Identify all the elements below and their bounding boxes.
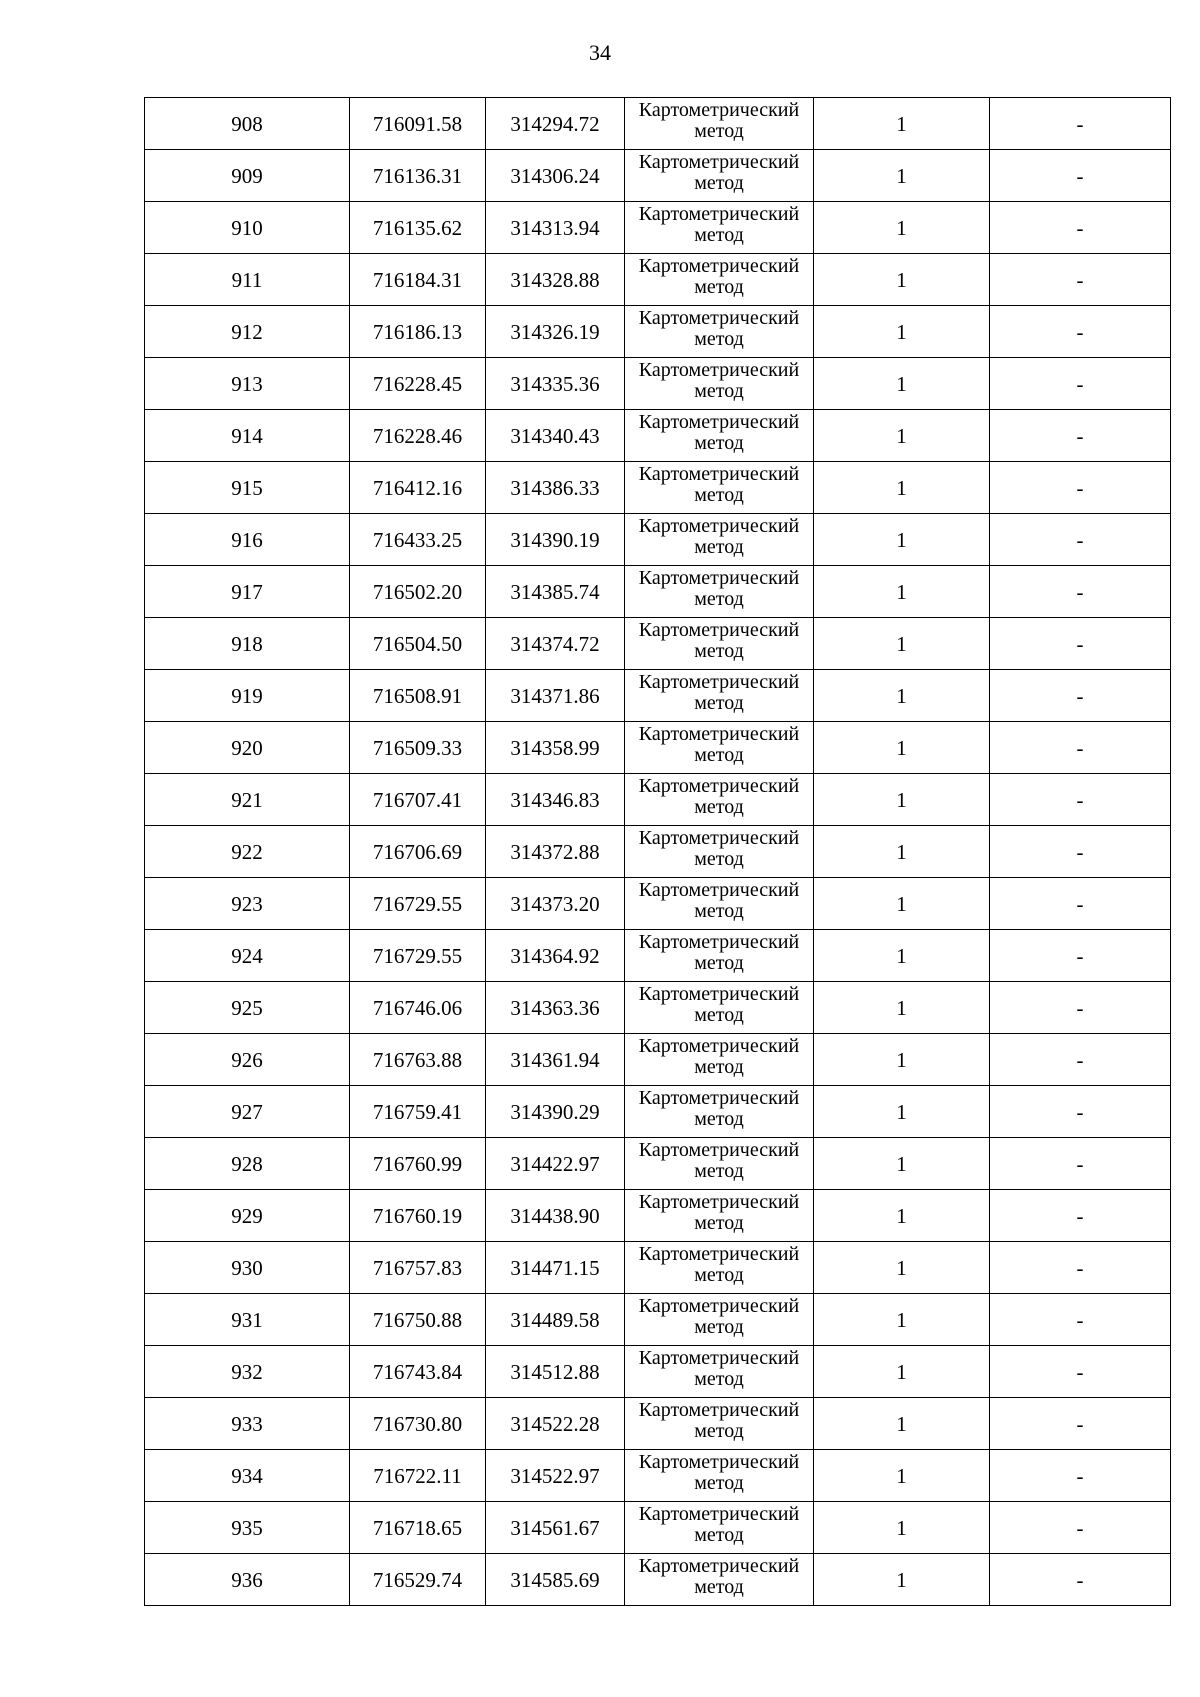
point-number-cell: 920 bbox=[145, 722, 350, 774]
method-cell: Картометрический метод bbox=[625, 826, 814, 878]
accuracy-cell: 1 bbox=[814, 358, 990, 410]
method-cell: Картометрический метод bbox=[625, 1086, 814, 1138]
table-row bbox=[145, 670, 1171, 722]
accuracy-cell: 1 bbox=[814, 1190, 990, 1242]
y-coordinate-cell: 314422.97 bbox=[486, 1138, 625, 1190]
accuracy-cell: 1 bbox=[814, 202, 990, 254]
description-cell: - bbox=[990, 98, 1171, 150]
table-row bbox=[145, 930, 1171, 982]
y-coordinate-cell: 314358.99 bbox=[486, 722, 625, 774]
x-coordinate-cell: 716136.31 bbox=[350, 150, 486, 202]
description-cell: - bbox=[990, 930, 1171, 982]
accuracy-cell: 1 bbox=[814, 1450, 990, 1502]
description-cell: - bbox=[990, 1034, 1171, 1086]
accuracy-cell: 1 bbox=[814, 982, 990, 1034]
y-coordinate-cell: 314373.20 bbox=[486, 878, 625, 930]
point-number-cell: 928 bbox=[145, 1138, 350, 1190]
point-number-cell: 934 bbox=[145, 1450, 350, 1502]
point-number-cell: 919 bbox=[145, 670, 350, 722]
method-cell: Картометрический метод bbox=[625, 1138, 814, 1190]
y-coordinate-cell: 314561.67 bbox=[486, 1502, 625, 1554]
accuracy-cell: 1 bbox=[814, 1034, 990, 1086]
coordinates-table-body bbox=[145, 98, 1171, 1606]
page-number: 34 bbox=[589, 40, 611, 65]
accuracy-cell: 1 bbox=[814, 98, 990, 150]
description-cell: - bbox=[990, 722, 1171, 774]
x-coordinate-cell: 716763.88 bbox=[350, 1034, 486, 1086]
method-cell: Картометрический метод bbox=[625, 462, 814, 514]
accuracy-cell: 1 bbox=[814, 1294, 990, 1346]
table-row bbox=[145, 514, 1171, 566]
coordinates-table bbox=[144, 97, 1171, 1606]
table-row bbox=[145, 98, 1171, 150]
y-coordinate-cell: 314522.97 bbox=[486, 1450, 625, 1502]
x-coordinate-cell: 716184.31 bbox=[350, 254, 486, 306]
y-coordinate-cell: 314306.24 bbox=[486, 150, 625, 202]
x-coordinate-cell: 716746.06 bbox=[350, 982, 486, 1034]
y-coordinate-cell: 314585.69 bbox=[486, 1554, 625, 1606]
point-number-cell: 924 bbox=[145, 930, 350, 982]
y-coordinate-cell: 314385.74 bbox=[486, 566, 625, 618]
accuracy-cell: 1 bbox=[814, 930, 990, 982]
method-cell: Картометрический метод bbox=[625, 306, 814, 358]
accuracy-cell: 1 bbox=[814, 1398, 990, 1450]
description-cell: - bbox=[990, 1294, 1171, 1346]
table-row bbox=[145, 254, 1171, 306]
accuracy-cell: 1 bbox=[814, 722, 990, 774]
x-coordinate-cell: 716186.13 bbox=[350, 306, 486, 358]
y-coordinate-cell: 314363.36 bbox=[486, 982, 625, 1034]
table-row bbox=[145, 618, 1171, 670]
table-row bbox=[145, 1346, 1171, 1398]
description-cell: - bbox=[990, 1502, 1171, 1554]
y-coordinate-cell: 314361.94 bbox=[486, 1034, 625, 1086]
accuracy-cell: 1 bbox=[814, 1086, 990, 1138]
table-row bbox=[145, 202, 1171, 254]
point-number-cell: 917 bbox=[145, 566, 350, 618]
point-number-cell: 923 bbox=[145, 878, 350, 930]
y-coordinate-cell: 314364.92 bbox=[486, 930, 625, 982]
accuracy-cell: 1 bbox=[814, 462, 990, 514]
x-coordinate-cell: 716135.62 bbox=[350, 202, 486, 254]
table-row bbox=[145, 1450, 1171, 1502]
table-row bbox=[145, 1242, 1171, 1294]
y-coordinate-cell: 314390.19 bbox=[486, 514, 625, 566]
point-number-cell: 916 bbox=[145, 514, 350, 566]
description-cell: - bbox=[990, 1450, 1171, 1502]
method-cell: Картометрический метод bbox=[625, 1294, 814, 1346]
x-coordinate-cell: 716509.33 bbox=[350, 722, 486, 774]
table-row bbox=[145, 1190, 1171, 1242]
description-cell: - bbox=[990, 982, 1171, 1034]
method-cell: Картометрический метод bbox=[625, 254, 814, 306]
point-number-cell: 930 bbox=[145, 1242, 350, 1294]
x-coordinate-cell: 716228.45 bbox=[350, 358, 486, 410]
description-cell: - bbox=[990, 1554, 1171, 1606]
y-coordinate-cell: 314374.72 bbox=[486, 618, 625, 670]
accuracy-cell: 1 bbox=[814, 514, 990, 566]
description-cell: - bbox=[990, 1138, 1171, 1190]
point-number-cell: 921 bbox=[145, 774, 350, 826]
x-coordinate-cell: 716759.41 bbox=[350, 1086, 486, 1138]
point-number-cell: 936 bbox=[145, 1554, 350, 1606]
y-coordinate-cell: 314522.28 bbox=[486, 1398, 625, 1450]
y-coordinate-cell: 314489.58 bbox=[486, 1294, 625, 1346]
point-number-cell: 932 bbox=[145, 1346, 350, 1398]
x-coordinate-cell: 716730.80 bbox=[350, 1398, 486, 1450]
table-row bbox=[145, 982, 1171, 1034]
accuracy-cell: 1 bbox=[814, 410, 990, 462]
table-row bbox=[145, 566, 1171, 618]
method-cell: Картометрический метод bbox=[625, 1398, 814, 1450]
description-cell: - bbox=[990, 410, 1171, 462]
point-number-cell: 909 bbox=[145, 150, 350, 202]
accuracy-cell: 1 bbox=[814, 1242, 990, 1294]
accuracy-cell: 1 bbox=[814, 878, 990, 930]
method-cell: Картометрический метод bbox=[625, 1502, 814, 1554]
table-row bbox=[145, 1294, 1171, 1346]
table-row bbox=[145, 1502, 1171, 1554]
table-row bbox=[145, 410, 1171, 462]
x-coordinate-cell: 716718.65 bbox=[350, 1502, 486, 1554]
accuracy-cell: 1 bbox=[814, 1138, 990, 1190]
y-coordinate-cell: 314471.15 bbox=[486, 1242, 625, 1294]
accuracy-cell: 1 bbox=[814, 1502, 990, 1554]
method-cell: Картометрический метод bbox=[625, 1190, 814, 1242]
description-cell: - bbox=[990, 1190, 1171, 1242]
x-coordinate-cell: 716760.99 bbox=[350, 1138, 486, 1190]
y-coordinate-cell: 314313.94 bbox=[486, 202, 625, 254]
table-row bbox=[145, 1034, 1171, 1086]
method-cell: Картометрический метод bbox=[625, 1554, 814, 1606]
point-number-cell: 910 bbox=[145, 202, 350, 254]
x-coordinate-cell: 716504.50 bbox=[350, 618, 486, 670]
point-number-cell: 912 bbox=[145, 306, 350, 358]
y-coordinate-cell: 314340.43 bbox=[486, 410, 625, 462]
point-number-cell: 927 bbox=[145, 1086, 350, 1138]
x-coordinate-cell: 716433.25 bbox=[350, 514, 486, 566]
x-coordinate-cell: 716757.83 bbox=[350, 1242, 486, 1294]
method-cell: Картометрический метод bbox=[625, 1346, 814, 1398]
table-row bbox=[145, 1086, 1171, 1138]
y-coordinate-cell: 314371.86 bbox=[486, 670, 625, 722]
x-coordinate-cell: 716228.46 bbox=[350, 410, 486, 462]
x-coordinate-cell: 716508.91 bbox=[350, 670, 486, 722]
accuracy-cell: 1 bbox=[814, 1346, 990, 1398]
y-coordinate-cell: 314328.88 bbox=[486, 254, 625, 306]
description-cell: - bbox=[990, 306, 1171, 358]
accuracy-cell: 1 bbox=[814, 774, 990, 826]
table-row bbox=[145, 150, 1171, 202]
y-coordinate-cell: 314346.83 bbox=[486, 774, 625, 826]
description-cell: - bbox=[990, 462, 1171, 514]
y-coordinate-cell: 314512.88 bbox=[486, 1346, 625, 1398]
point-number-cell: 933 bbox=[145, 1398, 350, 1450]
point-number-cell: 913 bbox=[145, 358, 350, 410]
table-row bbox=[145, 826, 1171, 878]
method-cell: Картометрический метод bbox=[625, 1034, 814, 1086]
table-row bbox=[145, 1554, 1171, 1606]
point-number-cell: 931 bbox=[145, 1294, 350, 1346]
description-cell: - bbox=[990, 826, 1171, 878]
point-number-cell: 911 bbox=[145, 254, 350, 306]
method-cell: Картометрический метод bbox=[625, 566, 814, 618]
description-cell: - bbox=[990, 150, 1171, 202]
x-coordinate-cell: 716743.84 bbox=[350, 1346, 486, 1398]
x-coordinate-cell: 716091.58 bbox=[350, 98, 486, 150]
x-coordinate-cell: 716729.55 bbox=[350, 878, 486, 930]
x-coordinate-cell: 716529.74 bbox=[350, 1554, 486, 1606]
y-coordinate-cell: 314386.33 bbox=[486, 462, 625, 514]
method-cell: Картометрический метод bbox=[625, 982, 814, 1034]
accuracy-cell: 1 bbox=[814, 254, 990, 306]
method-cell: Картометрический метод bbox=[625, 1242, 814, 1294]
description-cell: - bbox=[990, 514, 1171, 566]
method-cell: Картометрический метод bbox=[625, 930, 814, 982]
method-cell: Картометрический метод bbox=[625, 150, 814, 202]
y-coordinate-cell: 314390.29 bbox=[486, 1086, 625, 1138]
point-number-cell: 922 bbox=[145, 826, 350, 878]
x-coordinate-cell: 716729.55 bbox=[350, 930, 486, 982]
description-cell: - bbox=[990, 774, 1171, 826]
description-cell: - bbox=[990, 1346, 1171, 1398]
x-coordinate-cell: 716706.69 bbox=[350, 826, 486, 878]
description-cell: - bbox=[990, 358, 1171, 410]
method-cell: Картометрический метод bbox=[625, 618, 814, 670]
y-coordinate-cell: 314294.72 bbox=[486, 98, 625, 150]
table-row bbox=[145, 1138, 1171, 1190]
y-coordinate-cell: 314438.90 bbox=[486, 1190, 625, 1242]
method-cell: Картометрический метод bbox=[625, 514, 814, 566]
method-cell: Картометрический метод bbox=[625, 878, 814, 930]
method-cell: Картометрический метод bbox=[625, 98, 814, 150]
table-row bbox=[145, 462, 1171, 514]
accuracy-cell: 1 bbox=[814, 306, 990, 358]
description-cell: - bbox=[990, 670, 1171, 722]
description-cell: - bbox=[990, 1086, 1171, 1138]
description-cell: - bbox=[990, 254, 1171, 306]
accuracy-cell: 1 bbox=[814, 150, 990, 202]
method-cell: Картометрический метод bbox=[625, 202, 814, 254]
method-cell: Картометрический метод bbox=[625, 1450, 814, 1502]
y-coordinate-cell: 314335.36 bbox=[486, 358, 625, 410]
description-cell: - bbox=[990, 878, 1171, 930]
table-row bbox=[145, 722, 1171, 774]
table-row bbox=[145, 1398, 1171, 1450]
method-cell: Картометрический метод bbox=[625, 722, 814, 774]
point-number-cell: 914 bbox=[145, 410, 350, 462]
method-cell: Картометрический метод bbox=[625, 774, 814, 826]
point-number-cell: 918 bbox=[145, 618, 350, 670]
description-cell: - bbox=[990, 618, 1171, 670]
table-row bbox=[145, 878, 1171, 930]
x-coordinate-cell: 716412.16 bbox=[350, 462, 486, 514]
accuracy-cell: 1 bbox=[814, 566, 990, 618]
table-row bbox=[145, 306, 1171, 358]
point-number-cell: 926 bbox=[145, 1034, 350, 1086]
description-cell: - bbox=[990, 566, 1171, 618]
x-coordinate-cell: 716722.11 bbox=[350, 1450, 486, 1502]
description-cell: - bbox=[990, 202, 1171, 254]
accuracy-cell: 1 bbox=[814, 826, 990, 878]
x-coordinate-cell: 716707.41 bbox=[350, 774, 486, 826]
y-coordinate-cell: 314326.19 bbox=[486, 306, 625, 358]
point-number-cell: 935 bbox=[145, 1502, 350, 1554]
point-number-cell: 915 bbox=[145, 462, 350, 514]
method-cell: Картометрический метод bbox=[625, 410, 814, 462]
accuracy-cell: 1 bbox=[814, 670, 990, 722]
method-cell: Картометрический метод bbox=[625, 358, 814, 410]
table-row bbox=[145, 774, 1171, 826]
method-cell: Картометрический метод bbox=[625, 670, 814, 722]
accuracy-cell: 1 bbox=[814, 1554, 990, 1606]
point-number-cell: 908 bbox=[145, 98, 350, 150]
x-coordinate-cell: 716750.88 bbox=[350, 1294, 486, 1346]
point-number-cell: 925 bbox=[145, 982, 350, 1034]
description-cell: - bbox=[990, 1242, 1171, 1294]
y-coordinate-cell: 314372.88 bbox=[486, 826, 625, 878]
description-cell: - bbox=[990, 1398, 1171, 1450]
table-row bbox=[145, 358, 1171, 410]
x-coordinate-cell: 716760.19 bbox=[350, 1190, 486, 1242]
point-number-cell: 929 bbox=[145, 1190, 350, 1242]
accuracy-cell: 1 bbox=[814, 618, 990, 670]
x-coordinate-cell: 716502.20 bbox=[350, 566, 486, 618]
